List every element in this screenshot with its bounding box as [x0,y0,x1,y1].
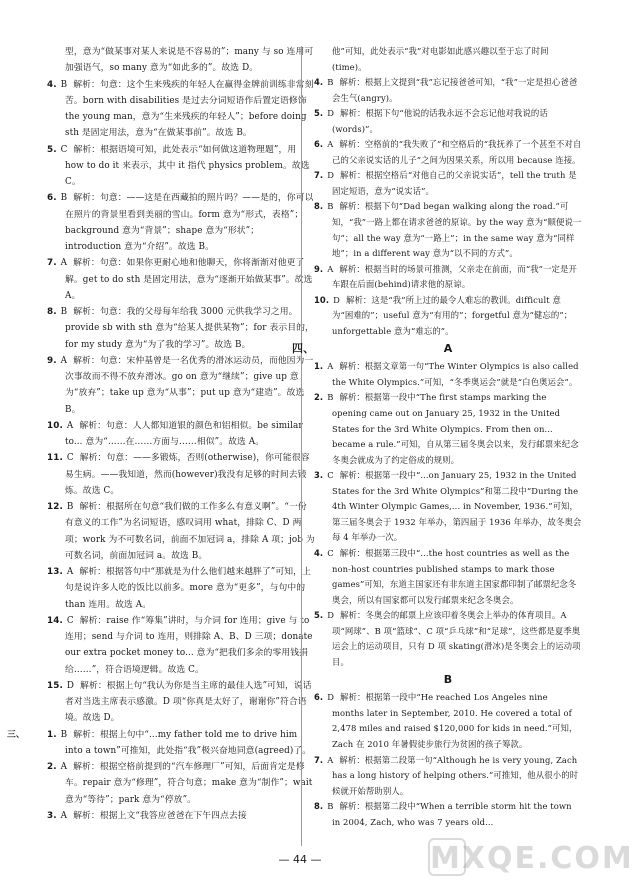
explanation-text: 解析：根据第一段中“The first stamps marking the opening came out on January 25, 1932 in the United States for the 3rd White Olympics. From then on... became a rule.”可知，自从第三届冬奥会以来，发行邮票来纪念冬奥会就成为了约定俗成的规则。 [332,392,579,465]
item-number: 5. [314,610,324,621]
answer-letter: A [327,263,334,274]
answer-item [47,450,315,499]
item-number: 12. [47,502,63,512]
explanation-text: 解析：根据上句“我认为你是当主席的最佳人选”可知，说话者对当选主席表示感激。D 项“你真是太好了，谢谢你”符合语境。故选 D。 [65,680,312,724]
answer-item [314,168,582,199]
answer-letter: B [60,729,68,740]
explanation-text: 解析：根据第三段中“...the host countries as well as the non-host countries published stamps to mark those games”可知，东道主国家还有非东道主国家都印制了邮票纪念冬奥会，所以有国家都可以发行邮票来纪念冬奥会。 [332,547,577,605]
explanation-text: 解析：句意：这个生来残疾的年轻人在赢得金牌前训练非常刻苦。born with disabilities 是过去分词短语作后置定语修饰 the young man，意为“生来残疾的年轻人”；before doing sth 是固定用法，意为“在做某事前”。故选 B。 [65,79,314,139]
item-number: 9. [314,263,324,274]
item-number: 4. [314,77,324,88]
passage-label: B [443,673,453,687]
answer-item [314,608,582,670]
answer-letter: A [327,361,334,372]
answer-letter: B [327,77,334,88]
answer-letter: D [327,170,335,181]
item-number: 5. [314,108,324,119]
answer-letter: C [66,453,74,464]
answer-item [47,808,315,824]
answer-item [47,255,315,304]
item-number: 2. [314,392,324,403]
item-number: 13. [47,567,63,577]
item-number: 10. [47,420,63,431]
item-number: 8. [314,201,324,212]
answer-item [47,564,315,613]
answer-item [314,137,582,168]
answer-item [47,353,315,418]
answer-letter: C [327,470,334,481]
item-number: 2. [47,762,57,772]
answer-letter: C [66,615,74,626]
answer-item [314,390,582,468]
item-number: 11. [47,453,63,464]
item-number: 8. [47,307,57,317]
explanation-text: 解析：句意：如果你更耐心地和他聊天，你将渐渐对他更了解。get to do sth 是固定用法，意为“逐渐开始做某事”。故选 A。 [65,258,313,301]
answer-item [314,106,582,137]
item-number: 4. [314,547,324,558]
answer-item [47,142,315,191]
item-number: 7. [314,754,324,765]
explanation-text: 解析：根据文章第一句“The Winter Olympics is also called the White Olympics.”可知，“冬季奥运会”就是“白色奥运会”。 [332,361,579,387]
explanation-text: 解析：根据答句中“那就是为什么他们越来越胖了”可知，上句是说许多人吃的饭比以前多。more 意为“更多”，与句中的 than 连用。故选 A。 [65,567,311,610]
continued-text: 他”可知，此处表示“我”对电影如此感兴趣以至于忘了时间(time)。 [332,46,549,72]
explanation-text: 解析：句意：我的父母每年给我 3000 元供我学习之用。provide sb with sth 意为“给某人提供某物”；for 表示目的，for my study 意为“为了我的学习”。故选 B。 [65,307,314,350]
answer-item [47,499,315,564]
answer-item: 三、 1. B 解析：根据上句中“...my father told me to drive him into a town”可推知，此处指“我”极兴奋地同意(agreed)了。 [7,729,312,756]
answer-letter: A [60,762,68,772]
explanation-text: 解析：根据第一段中“...on January 25, 1932 in the United States for the 3rd White Olympics”和第二段中“During the 4th Winter Olympic Games,... in November, 1936.”可知，第三届冬奥会于 1932 年举办，第四届于 1936 年举办，故冬奥会每 4 年举办一次。 [332,470,582,543]
answer-letter: B [60,193,68,204]
right-column [292,44,582,830]
answer-item [314,75,582,106]
answer-item [47,418,315,451]
answer-item [47,759,315,808]
answer-item [47,190,315,255]
explanation-text: 解析：根据第二段第一句“Although he is very young, Zach has a long history of helping others.”可推知，他从很小的时候就开始帮助别人。 [332,754,579,796]
watermark: MXQE.COM [430,841,634,876]
explanation-text: 解析：根据所在句意“我们做的工作多么有意义啊”。“一份有意义的工作”为名词短语，感叹词用 what，排除 C、D 两项；work 为不可数名词，前面不加冠词 a，排除 A 项；job 为可数名词，前面加冠词 a。故选 B。 [65,502,315,561]
item-number: 6. [47,193,57,204]
item-number: 10. [314,294,330,305]
passage-label: A [443,342,453,356]
answer-letter: D [66,680,75,691]
explanation-text: 解析：根据下句“Dad began walking along the road.”可知，“我”一路上都在请求爸爸的原谅。by the way 意为“顺便说一句”；all the way 意为“一路上”；in the same way 意为“同样地”；in a different way 意为“以不同的方式”。 [332,201,582,259]
explanation-text: 解析：根据上文提到“我”忘记接爸爸可知，“我”一定是担心爸爸会生气(angry)。 [332,77,578,103]
answer-letter: D [327,610,335,621]
answer-letter: A [60,258,68,269]
answer-letter: D [333,294,340,305]
answer-item [314,799,582,830]
explanation-text: 解析：根据第二段中“When a terrible storm hit the town in 2004, Zach, who was 7 years old... [332,801,572,827]
answer-letter: B [327,201,334,212]
answer-item [314,293,582,340]
continued-text: 型，意为“做某事对某人来说是不容易的”；many 与 so 连用可加强语气，so many 意为“如此多的”。故选 D。 [65,47,314,74]
explanation-text: 解析：根据空格后“对他自己的父亲说实话”，tell the truth 是固定短语，意为“说实话”。 [332,170,577,196]
explanation-text: 解析：这是“我”所上过的最令人难忘的教训。difficult 意为“困难的”；useful 意为“有用的”；forgetful 意为“健忘的”；unforgettable 意为“难忘的”。 [332,294,573,336]
explanation-text: 解析：根据上文“我答应爸爸在下午四点去接 [73,810,247,821]
explanation-text: 解析：根据当时的场景可推测，父亲走在前面，而“我”一定是开车跟在后面(behind)请求他的原谅。 [332,263,577,290]
answer-letter: B [327,801,334,812]
answer-item [314,753,582,800]
item-number: 3. [314,470,324,481]
item-number: 1. [314,361,324,372]
item-number: 1. [47,729,57,740]
answer-letter: A [327,754,334,765]
item-number: 9. [47,355,57,366]
item-number: 7. [314,170,324,181]
answer-letter: B [66,502,74,512]
explanation-text: 解析：根据上句中“...my father told me to drive him into a town”可推知，此处指“我”极兴奋地同意(agreed)了。 [65,729,312,756]
explanation-text: 解析：冬奥会的邮票上应该印着冬奥会上举办的体育项目。A 项“网球”、B 项“篮球”、C 项“乒乓球”和“足球”，这些都是夏季奥运会上的运动项目，只有 D 项 skating(滑冰)是冬奥会上的运动项目。 [332,610,581,667]
explanation-text: 解析：句意：——多锻炼，否则(otherwise)，你可能很容易生病。——我知道，然而(however)我没有足够的时间去锻炼。故选 C。 [65,453,310,496]
explanation-text: 解析：raise 作“筹集”讲时，与介词 for 连用；give 与 to 连用；send 与介词 to 连用，则排除 A、B、D 三项；donate our extra pocket money to... 意为“把我们多余的零用钱捐给……”，符合语境逻辑。故选 C。 [65,615,313,675]
answer-item [314,359,582,390]
column-divider [301,46,302,846]
answer-item [314,690,582,752]
item-number: 4. [47,79,57,90]
answer-letter: C [327,547,334,558]
item-number: 5. [47,144,57,155]
explanation-text: 解析：句意：人人都知道银的颜色和铝相似。be similar to... 意为“……在……方面与……相似”。故选 A。 [65,420,303,447]
answer-item [314,546,582,608]
answer-item [47,77,315,142]
answer-letter: A [66,567,74,577]
left-column [7,44,315,824]
item-number: 15. [47,680,63,691]
answer-item [314,199,582,261]
answer-letter: D [327,108,335,119]
answer-letter: A [60,355,68,366]
explanation-text: 解析：句意：——这是在西藏拍的照片吗？——是的，你可以在照片的背景里看到美丽的雪山。form 意为“形式，表格”；background 意为“背景”；shape 意为“形状”；introduction 意为“介绍”。故选 B。 [65,193,314,252]
item-number: 7. [47,258,57,269]
answer-item [314,468,582,546]
answer-letter: B [327,392,334,403]
answer-letter: B [60,79,68,90]
explanation-text: 解析：根据空格前提到的“汽车修理厂”可知，后面肯定是修车。repair 意为“修理”，符合句意；make 意为“制作”；wait 意为“等待”；park 意为“停放”。 [65,762,313,805]
answer-letter: B [60,307,68,317]
answer-item [314,262,582,293]
answer-letter: A [327,139,334,150]
section-heading [292,339,582,359]
explanation-text: 解析：句意：宋仲基曾是一名优秀的滑冰运动员，而他因为一次事故而不得不放弃滑冰。go on 意为“继续”；give up 意为“放弃”；take up 意为“从事”；put up 意为“建造”。故选 B。 [65,355,314,415]
item-number: 14. [47,615,63,626]
explanation-text: 解析：空格前的“我失败了”和空格后的“我抚养了一个甚至不对自己的父亲说实话的儿子”之间为因果关系，所以用 because 连接。 [332,139,582,165]
answer-item [47,613,315,678]
item-number: 3. [47,810,57,821]
page-number: — 44 — [278,853,322,866]
item-number: 6. [314,692,324,703]
explanation-text: 解析：根据下句“他说的话我永远不会忘记他对我说的话(words)”。 [332,108,548,134]
explanation-text: 解析：根据第一段中“He reached Los Angeles nine months later in September, 2010. He covered a total of 2,478 miles and raised $120,000 for kids in need.”可知，Zach 在 2010 年暑假徒步旅行为贫困的孩子筹款。 [332,692,578,749]
answer-letter: D [327,692,335,703]
answer-item [47,304,315,353]
explanation-text: 解析：根据语境可知，此处表示“如何做这道物理题”，用 how to do it 来表示，其中 it 指代 physics problem。故选 C。 [65,144,310,187]
section-number: 四、 [292,342,315,356]
answer-letter: A [66,420,74,431]
answer-letter: C [60,144,68,155]
item-number: 8. [314,801,324,812]
answer-letter: A [60,810,68,821]
item-number: 6. [314,139,324,150]
answer-item [47,678,315,727]
